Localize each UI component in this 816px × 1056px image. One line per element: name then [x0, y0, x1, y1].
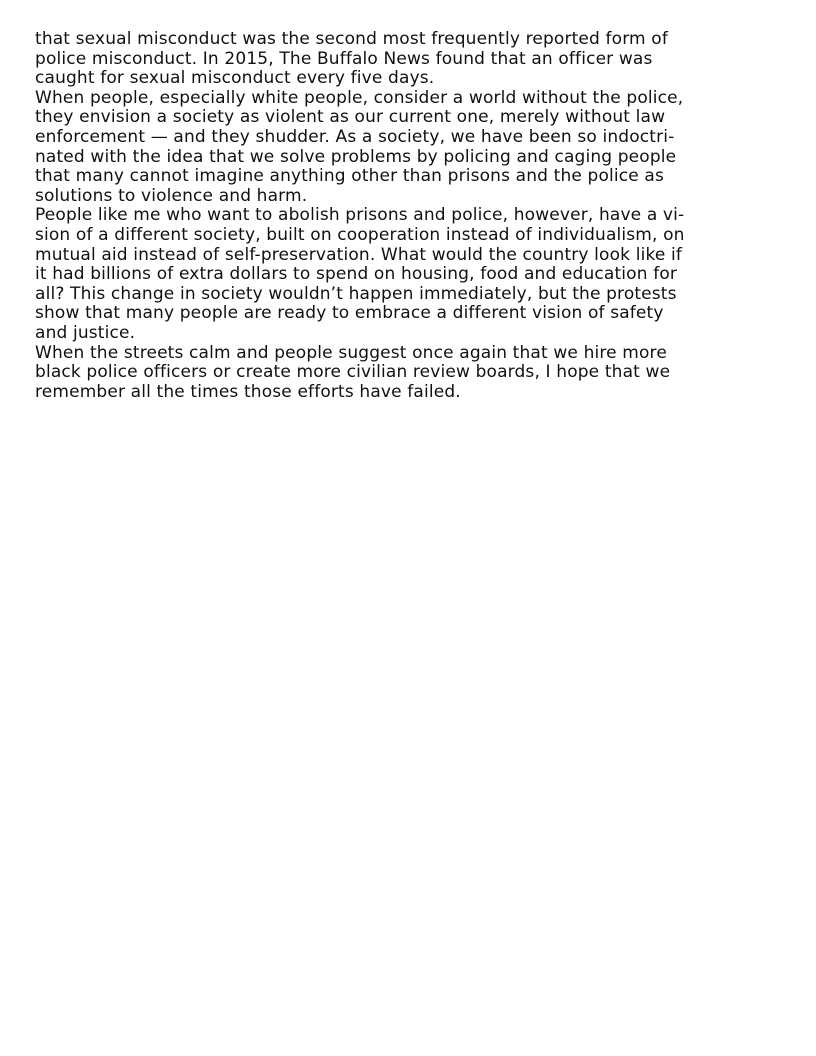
text-line: that sexual misconduct was the second most frequently reported form of: [35, 29, 668, 49]
text-line: When the streets calm and people suggest once again that we hire more: [35, 342, 667, 363]
paragraph: [35, 344, 785, 403]
text-line: that many cannot imagine anything other than prisons and the police as: [35, 166, 664, 187]
text-line: When people, especially white people, consider a world without the police,: [35, 87, 684, 108]
text-line: remember all the times those efforts have failed.: [35, 381, 461, 402]
text-line: nated with the idea that we solve problems by policing and caging people: [35, 146, 677, 167]
text-line: black police officers or create more civilian review boards, I hope that we: [35, 362, 671, 383]
text-line: police misconduct. In 2015, The Buffalo News found that an officer was: [35, 48, 653, 69]
text-line: sion of a different society, built on cooperation instead of individualism, on: [35, 224, 685, 245]
text-line: show that many people are ready to embrace a different vision of safety: [35, 303, 664, 324]
text-line: and justice.: [35, 322, 136, 343]
paragraph: [35, 206, 785, 343]
text-line: mutual aid instead of self-preservation. What would the country look like if: [35, 244, 682, 265]
text-line: solutions to violence and harm.: [35, 185, 308, 206]
text-line: enforcement — and they shudder. As a society, we have been so indoctri-: [35, 126, 675, 147]
text-line: all? This change in society wouldn’t happen immediately, but the protests: [35, 283, 677, 304]
text-line: People like me who want to abolish prisons and police, however, have a vi-: [35, 205, 685, 226]
text-line: caught for sexual misconduct every five days.: [35, 68, 435, 89]
paragraph: [35, 89, 785, 207]
text-line: it had billions of extra dollars to spend on housing, food and education for: [35, 264, 678, 285]
article-body: [35, 30, 785, 402]
paragraph: [35, 30, 785, 89]
text-line: they envision a society as violent as our current one, merely without law: [35, 107, 666, 128]
